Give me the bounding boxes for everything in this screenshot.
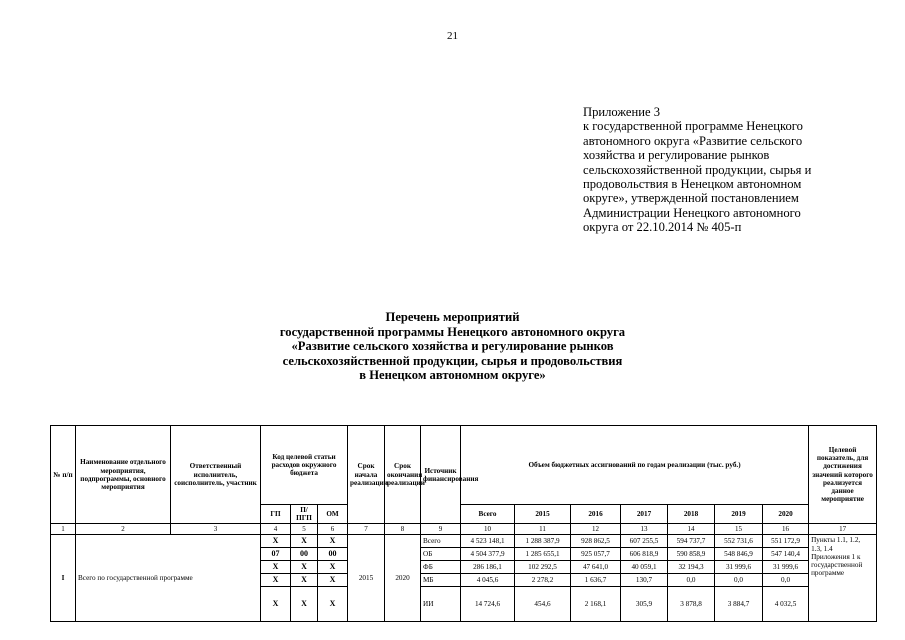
header-name: Наименование отдельного мероприятия, подпрограммы, основного мероприятия xyxy=(76,426,171,524)
amount-2017: 606 818,9 xyxy=(621,548,668,561)
column-number: 11 xyxy=(515,524,571,535)
amount-2016: 2 168,1 xyxy=(571,587,621,622)
title-line: «Развитие сельского хозяйства и регулирование рынков xyxy=(291,339,614,354)
amount-2015: 1 288 387,9 xyxy=(515,535,571,548)
indicator-line: Приложения 1 к xyxy=(811,552,861,561)
code-ppp: Х xyxy=(291,561,318,574)
amount-2016: 928 862,5 xyxy=(571,535,621,548)
amount-2018: 590 858,9 xyxy=(668,548,715,561)
amount-2016: 1 636,7 xyxy=(571,574,621,587)
code-gp: Х xyxy=(261,535,291,548)
row-start: 2015 xyxy=(348,535,385,622)
code-gp: 07 xyxy=(261,548,291,561)
source-cell: ФБ xyxy=(421,561,461,574)
amount-2016: 47 641,0 xyxy=(571,561,621,574)
code-om: Х xyxy=(318,561,348,574)
column-number: 17 xyxy=(809,524,877,535)
column-number: 15 xyxy=(715,524,763,535)
code-gp: Х xyxy=(261,561,291,574)
code-ppp: 00 xyxy=(291,548,318,561)
header-ppp: П/ПГП xyxy=(291,505,318,524)
amount-2019: 3 884,7 xyxy=(715,587,763,622)
header-code-group: Код целевой статьи расходов окружного бюджета xyxy=(261,426,348,505)
code-ppp: Х xyxy=(291,587,318,622)
title-line: сельскохозяйственной продукции, сырья и продовольствия xyxy=(282,353,623,368)
appendix-line: округа от 22.10.2014 № 405-п xyxy=(583,220,742,235)
code-ppp: Х xyxy=(291,574,318,587)
header-gp: ГП xyxy=(261,505,291,524)
header-om: ОМ xyxy=(318,505,348,524)
header-source: Источник финансирования xyxy=(421,426,461,524)
indicator-line: Пункты 1.1, 1.2, xyxy=(811,536,861,545)
header-year-2017: 2017 xyxy=(621,505,668,524)
code-om: Х xyxy=(318,574,348,587)
amount-2019: 548 846,9 xyxy=(715,548,763,561)
amount-2019: 552 731,6 xyxy=(715,535,763,548)
amount-2016: 925 057,7 xyxy=(571,548,621,561)
header-end: Срок окончания реализации xyxy=(385,426,421,524)
code-gp: Х xyxy=(261,574,291,587)
row-indicator xyxy=(809,535,877,622)
column-number: 8 xyxy=(385,524,421,535)
code-ppp: Х xyxy=(291,535,318,548)
header-year-2020: 2020 xyxy=(763,505,809,524)
table-row xyxy=(51,535,877,548)
amount-2020: 31 999,6 xyxy=(763,561,809,574)
amount-2015: 1 285 655,1 xyxy=(515,548,571,561)
header-indicator: Целевой показатель, для достижения значений которого реализуется данное мероприятие xyxy=(809,426,877,524)
column-number: 10 xyxy=(461,524,515,535)
amount-2015: 102 292,5 xyxy=(515,561,571,574)
appendix-note xyxy=(583,105,883,235)
indicator-line: программе xyxy=(811,569,845,578)
indicator-line: 1.3, 1.4 xyxy=(811,544,833,553)
column-number: 16 xyxy=(763,524,809,535)
amount-total: 4 045,6 xyxy=(461,574,515,587)
source-cell: ОБ xyxy=(421,548,461,561)
appendix-line: Администрации Ненецкого автономного xyxy=(583,205,801,220)
document-title xyxy=(0,310,905,383)
budget-table xyxy=(50,425,877,622)
amount-2015: 454,6 xyxy=(515,587,571,622)
amount-2017: 607 255,5 xyxy=(621,535,668,548)
amount-2019: 0,0 xyxy=(715,574,763,587)
column-number: 14 xyxy=(668,524,715,535)
header-executor: Ответственный исполнитель, соисполнитель, участник xyxy=(171,426,261,524)
title-line: государственной программы Ненецкого автономного округа xyxy=(279,324,626,339)
column-number: 1 xyxy=(51,524,76,535)
row-end: 2020 xyxy=(385,535,421,622)
amount-2017: 305,9 xyxy=(621,587,668,622)
appendix-line: к государственной программе Ненецкого xyxy=(583,119,803,134)
appendix-line: автономного округа «Развитие сельского xyxy=(583,133,803,148)
amount-total: 286 186,1 xyxy=(461,561,515,574)
title-line: в Ненецком автономном округе» xyxy=(359,368,546,383)
amount-2017: 130,7 xyxy=(621,574,668,587)
column-number-row xyxy=(51,524,877,535)
amount-2020: 551 172,9 xyxy=(763,535,809,548)
title-line: Перечень мероприятий xyxy=(385,310,520,324)
column-number: 6 xyxy=(318,524,348,535)
amount-2015: 2 278,2 xyxy=(515,574,571,587)
column-number: 4 xyxy=(261,524,291,535)
amount-2018: 594 737,7 xyxy=(668,535,715,548)
page-number: 21 xyxy=(447,30,458,42)
source-cell: ИИ xyxy=(421,587,461,622)
header-num: № п/п xyxy=(51,426,76,524)
header-year-2019: 2019 xyxy=(715,505,763,524)
amount-2020: 0,0 xyxy=(763,574,809,587)
source-cell: МБ xyxy=(421,574,461,587)
code-gp: Х xyxy=(261,587,291,622)
header-total: Всего xyxy=(461,505,515,524)
row-num: I xyxy=(51,535,76,622)
column-number: 7 xyxy=(348,524,385,535)
column-number: 12 xyxy=(571,524,621,535)
amount-2018: 3 878,8 xyxy=(668,587,715,622)
column-number: 13 xyxy=(621,524,668,535)
code-om: 00 xyxy=(318,548,348,561)
amount-2020: 4 032,5 xyxy=(763,587,809,622)
appendix-line: продовольствия в Ненецком автономном xyxy=(583,177,802,192)
row-name: Всего по государственной программе xyxy=(76,535,261,622)
amount-2018: 32 194,3 xyxy=(668,561,715,574)
appendix-line: Приложение 3 xyxy=(583,105,661,119)
header-start: Срок начала реализации xyxy=(348,426,385,524)
column-number: 9 xyxy=(421,524,461,535)
header-year-2018: 2018 xyxy=(668,505,715,524)
amount-2018: 0,0 xyxy=(668,574,715,587)
column-number: 5 xyxy=(291,524,318,535)
amount-2019: 31 999,6 xyxy=(715,561,763,574)
indicator-line: государственной xyxy=(811,561,863,570)
amount-2017: 40 059,1 xyxy=(621,561,668,574)
source-cell: Всего xyxy=(421,535,461,548)
amount-total: 14 724,6 xyxy=(461,587,515,622)
amount-2020: 547 140,4 xyxy=(763,548,809,561)
code-om: Х xyxy=(318,587,348,622)
header-volume-group: Объем бюджетных ассигнований по годам реализации (тыс. руб.) xyxy=(461,426,809,505)
header-year-2015: 2015 xyxy=(515,505,571,524)
appendix-line: хозяйства и регулирование рынков xyxy=(583,148,770,163)
column-number: 2 xyxy=(76,524,171,535)
appendix-line: округе», утвержденной постановлением xyxy=(583,191,799,206)
amount-total: 4 504 377,9 xyxy=(461,548,515,561)
amount-total: 4 523 148,1 xyxy=(461,535,515,548)
code-om: Х xyxy=(318,535,348,548)
appendix-line: сельскохозяйственной продукции, сырья и xyxy=(583,162,812,177)
header-year-2016: 2016 xyxy=(571,505,621,524)
column-number: 3 xyxy=(171,524,261,535)
